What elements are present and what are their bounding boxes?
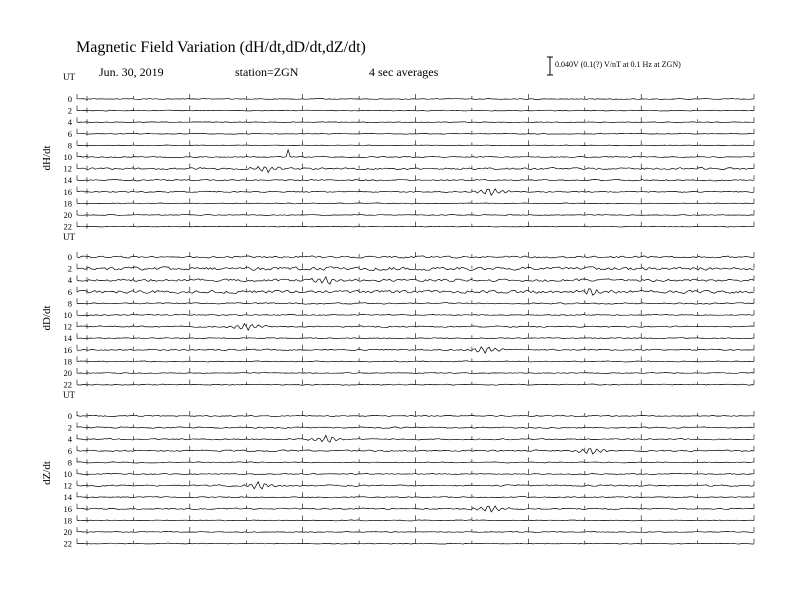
- row-hour-label: 6: [67, 445, 72, 456]
- row-hour-label: 10: [63, 152, 72, 162]
- component-axis-label: dD/dt: [41, 305, 53, 331]
- row-hour-label: 2: [67, 422, 72, 433]
- row-hour-label: 4: [67, 117, 72, 128]
- trace-line: [77, 543, 754, 544]
- trace-line: [77, 99, 754, 100]
- date-label: Jun. 30, 2019: [99, 65, 164, 79]
- row-hour-label: 8: [67, 140, 72, 151]
- row-hour-label: 22: [63, 379, 72, 390]
- row-hour-label: 8: [67, 457, 72, 468]
- trace-line: [77, 215, 754, 216]
- ut-label: UT: [63, 232, 75, 242]
- row-hour-label: 12: [63, 163, 72, 174]
- row-hour-label: 12: [63, 321, 72, 332]
- component-axis-label: dH/dt: [41, 145, 53, 171]
- row-hour-label: 0: [67, 252, 72, 262]
- chart-title: Magnetic Field Variation (dH/dt,dD/dt,dZ/dt): [76, 39, 366, 56]
- averaging-label: 4 sec averages: [369, 65, 439, 79]
- trace-line: [77, 361, 754, 362]
- row-hour-label: 6: [67, 286, 72, 297]
- panel-dZ-dt: [41, 390, 754, 549]
- row-hour-label: 2: [67, 105, 72, 116]
- row-hour-label: 14: [63, 333, 72, 344]
- row-hour-label: 14: [63, 492, 72, 503]
- row-hour-label: 10: [63, 310, 72, 320]
- row-hour-label: 4: [67, 434, 72, 445]
- trace-line: [77, 427, 754, 429]
- row-hour-label: 22: [63, 221, 72, 232]
- row-hour-label: 22: [63, 538, 72, 549]
- ut-label: UT: [63, 72, 75, 82]
- row-hour-label: 16: [63, 344, 72, 355]
- row-hour-label: 18: [63, 356, 72, 367]
- row-hour-label: 0: [67, 94, 72, 104]
- row-hour-label: 0: [67, 411, 72, 421]
- trace-line: [77, 145, 754, 146]
- row-hour-label: 2: [67, 263, 72, 274]
- trace-line: [77, 303, 754, 305]
- row-hour-label: 10: [63, 469, 72, 479]
- station-label: station=ZGN: [235, 65, 299, 79]
- trace-line: [77, 473, 754, 474]
- trace-line: [77, 122, 754, 123]
- row-hour-label: 16: [63, 503, 72, 514]
- row-hour-label: 18: [63, 198, 72, 209]
- row-hour-label: 8: [67, 298, 72, 309]
- scale-bar: [547, 57, 553, 75]
- row-hour-label: 20: [63, 210, 72, 220]
- scale-bar-label: 0.040V (0.1(?) V/nT at 0.1 Hz at ZGN): [555, 60, 681, 69]
- row-hour-label: 4: [67, 275, 72, 286]
- ut-label: UT: [63, 390, 75, 400]
- trace-line: [77, 384, 754, 385]
- panel-dD-dt: [41, 232, 754, 390]
- row-hour-label: 14: [63, 175, 72, 186]
- row-hour-label: 6: [67, 128, 72, 139]
- row-hour-label: 20: [63, 368, 72, 378]
- component-axis-label: dZ/dt: [41, 461, 53, 485]
- row-hour-label: 18: [63, 515, 72, 526]
- trace-line: [77, 497, 754, 498]
- trace-line: [77, 226, 754, 227]
- panel-dH-dt: [41, 72, 754, 232]
- row-hour-label: 20: [63, 527, 72, 537]
- trace-line: [77, 520, 754, 521]
- row-hour-label: 16: [63, 186, 72, 197]
- row-hour-label: 12: [63, 480, 72, 491]
